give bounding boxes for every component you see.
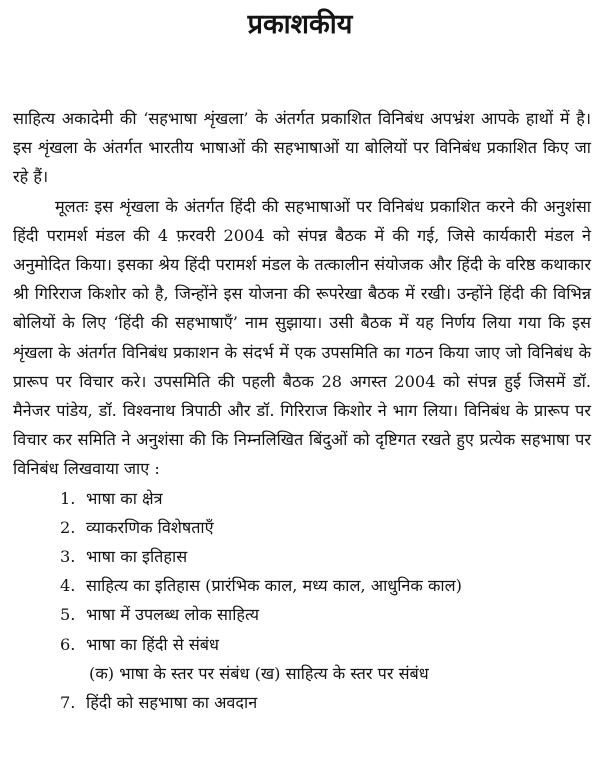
list-item <box>60 484 591 513</box>
main-paragraph: मूलतः इस शृंखला के अंतर्गत हिंदी की सहभाषाओं पर विनिबंध प्रकाशित करने की अनुशंसा हिंदी परामर्श मंडल की 4 फ़रवरी 2004 को संपन्न बैठक में की गई, जिसे कार्यकारी मंडल ने अनुमोदित किया। इसका श्रेय हिंदी परामर्श मंडल के तत्कालीन संयोजक और हिंदी के वरिष्ठ कथाकार श्री गिरिराज किशोर को है, जिन्होंने इस योजना की रूपरेखा बैठक में रखी। उन्होंने हिंदी की विभिन्न बोलियों के लिए ‘हिंदी की सहभाषाएँ’ नाम सुझाया। उसी बैठक में यह निर्णय लिया गया कि इस शृंखला के अंतर्गत विनिबंध प्रकाशन के संदर्भ में एक उपसमिति का गठन किया जाए जो विनिबंध के प्रारूप पर विचार करे। उपसमिति की पहली बैठक 28 अगस्त 2004 को संपन्न हुई जिसमें डॉ. मैनेजर पांडेय, डॉ. विश्वनाथ त्रिपाठी और डॉ. गिरिराज किशोर ने भाग लिया। विनिबंध के प्रारूप पर विचार कर समिति ने अनुशंसा की कि निम्नलिखित बिंदुओं को दृष्टिगत रखते हुए प्रत्येक सहभाषा पर विनिबंध लिखवाया जाए : <box>13 196 591 479</box>
list-item <box>60 688 591 717</box>
list-item-number: 3. <box>60 547 76 567</box>
list-item-text: भाषा का हिंदी से संबंध <box>86 634 219 654</box>
list-item-text: हिंदी को सहभाषा का अवदान <box>86 693 258 713</box>
list-sub-item: (क) भाषा के स्तर पर संबंध (ख) साहित्य के स्तर पर संबंध <box>89 663 429 683</box>
list-item-number: 7. <box>60 693 76 713</box>
list-item-number: 4. <box>60 576 76 596</box>
points-list <box>13 484 591 718</box>
list-item-number: 6. <box>60 634 76 654</box>
list-item <box>60 513 591 542</box>
list-item-text: भाषा का क्षेत्र <box>86 488 163 508</box>
list-item-number: 1. <box>60 488 76 508</box>
list-item <box>60 630 591 688</box>
intro-paragraph: साहित्य अकादेमी की ‘सहभाषा शृंखला’ के अंतर्गत प्रकाशित विनिबंध अपभ्रंश आपके हाथों में है। इस शृंखला के अंतर्गत भारतीय भाषाओं की सहभाषाओं या बोलियों पर विनिबंध प्रकाशित किए जा रहे हैं। <box>13 109 591 187</box>
list-item-text: व्याकरणिक विशेषताएँ <box>86 517 214 537</box>
list-item-text: भाषा में उपलब्ध लोक साहित्य <box>86 605 260 625</box>
list-item-text: भाषा का इतिहास <box>86 547 188 567</box>
page-title: प्रकाशकीय <box>247 9 353 40</box>
list-item-number: 5. <box>60 605 76 625</box>
list-item-number: 2. <box>60 517 76 537</box>
list-item <box>60 600 591 629</box>
list-item <box>60 571 591 600</box>
list-item <box>60 542 591 571</box>
list-item-text: साहित्य का इतिहास (प्रारंभिक काल, मध्य काल, आधुनिक काल) <box>86 576 462 596</box>
body-text <box>13 104 591 717</box>
